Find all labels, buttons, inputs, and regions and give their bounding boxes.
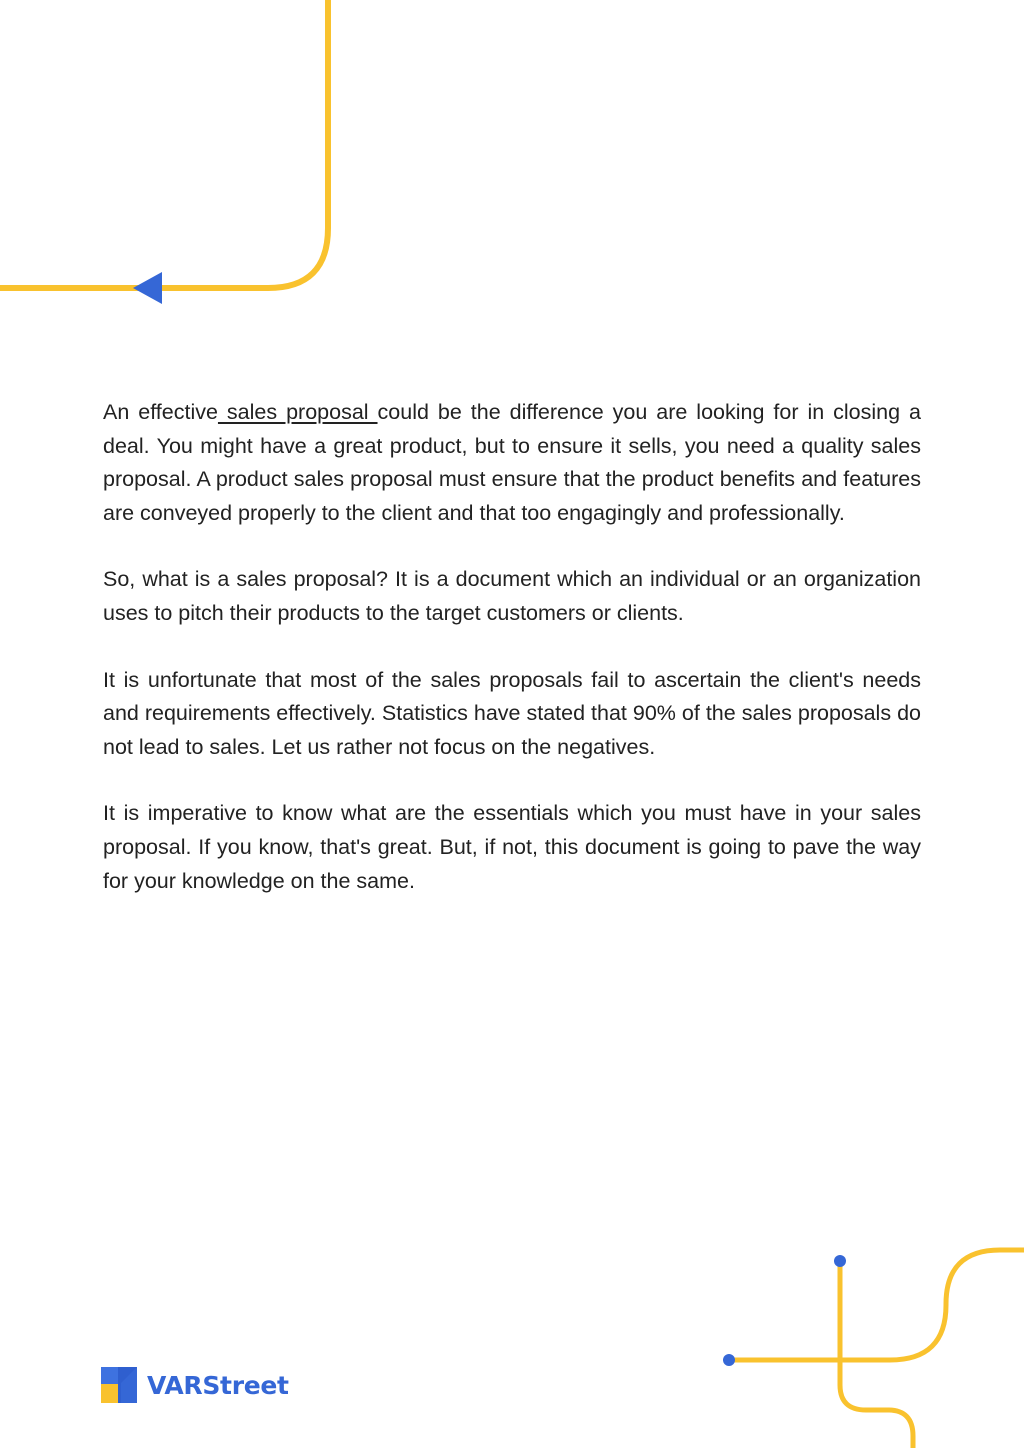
triangle-left-icon (133, 272, 162, 304)
intro-text-start: An effective (103, 400, 218, 424)
connector-dot-top (834, 1255, 846, 1267)
top-connector-line (0, 0, 328, 288)
bottom-connector-curve (728, 1250, 1024, 1360)
paragraph-intro (103, 396, 921, 530)
bottom-connector-vertical (840, 1261, 913, 1448)
document-body (103, 396, 921, 931)
paragraph-statistics: It is unfortunate that most of the sales proposals fail to ascertain the client's needs and requirements effectively. Statistics have stated that 90% of the sales proposals do not lead to sales. Let us rather not focus on the negatives. (103, 667, 921, 759)
brand-logo (101, 1367, 289, 1403)
intro-text-end: could be the difference you are looking for in closing a deal. You might have a great product, but to ensure it sells, you need a quality sales proposal. A product sales proposal must ensure that the product benefits and features are conveyed properly to the client and that too engagingly and professionally. (103, 400, 922, 525)
sales-proposal-link[interactable]: sales proposal (217, 400, 378, 424)
connector-dot-left (723, 1354, 735, 1366)
brand-name: VARStreet (147, 1370, 289, 1400)
paragraph-definition: So, what is a sales proposal? It is a document which an individual or an organization uses to pitch their products to the target customers or clients. (103, 567, 921, 625)
varstreet-logo-mark-icon (101, 1367, 137, 1403)
paragraph-essentials: It is imperative to know what are the essentials which you must have in your sales proposal. If you know, that's great. But, if not, this document is going to pave the way for your knowledge on the same. (103, 801, 921, 893)
